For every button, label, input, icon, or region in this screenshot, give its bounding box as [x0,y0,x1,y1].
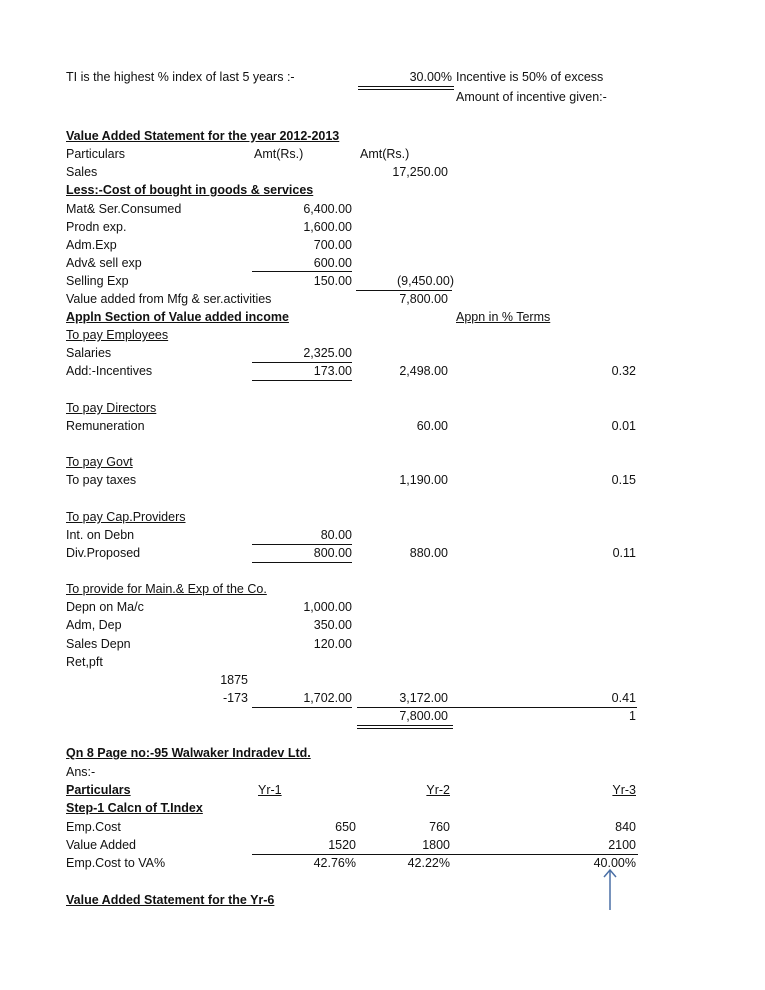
yr-3-heading: Yr-3 [612,783,636,797]
sales-label: Sales [66,165,98,179]
qn8-title: Qn 8 Page no:-95 Walwaker Indradev Ltd. [66,746,311,760]
debn-value: 80.00 [320,528,352,542]
salaries-label: Salaries [66,346,112,360]
emp-cost-yr1: 650 [335,820,356,834]
col-amt1: Amt(Rs.) [254,147,304,161]
grand-total: 7,800.00 [399,709,448,723]
grand-pct: 1 [629,709,636,723]
debn-label: Int. on Debn [66,528,135,542]
rule [252,562,352,563]
col-amt2: Amt(Rs.) [360,147,410,161]
less-heading: Less:-Cost of bought in goods & services [66,183,314,197]
cost-label: Selling Exp [66,274,129,288]
adm-dep-value: 350.00 [313,618,352,632]
ret-b: -173 [222,691,248,705]
incentives-value: 173.00 [313,364,352,378]
incentive-given: Amount of incentive given:- [456,90,607,104]
ret-pft-label: Ret,pft [66,655,103,669]
sales-value: 17,250.00 [392,165,448,179]
rule [357,707,637,708]
ans-label: Ans:- [66,765,96,779]
value-added-label: Value Added [66,838,136,852]
directors-total: 60.00 [416,419,448,433]
maint-heading: To provide for Main.& Exp of the Co. [66,582,267,596]
qn8-particulars: Particulars [66,783,131,797]
depn-label: Depn on Ma/c [66,600,144,614]
ret-value: 1,702.00 [303,691,352,705]
depn-value: 1,000.00 [303,600,352,614]
ratio-yr2: 42.22% [407,856,450,870]
value-added-yr3: 2100 [608,838,636,852]
cost-label: Prodn exp. [66,220,127,234]
grand-double-underline [357,725,453,729]
ti-value: 30.00% [409,70,452,84]
appn-terms: Appn in % Terms [456,310,551,324]
yr6-title: Value Added Statement for the Yr-6 [66,893,275,907]
yr-2-heading: Yr-2 [426,783,450,797]
cost-label: Mat& Ser.Consumed [66,202,182,216]
ratio-yr1: 42.76% [313,856,356,870]
cap-total: 880.00 [409,546,448,560]
up-arrow-icon [600,868,620,912]
ratio-yr3: 40.00% [593,856,636,870]
yr-1-heading: Yr-1 [258,783,282,797]
va-label: Value added from Mfg & ser.activities [66,292,272,306]
cost-value: 700.00 [313,238,352,252]
appln-heading: Appln Section of Value added income [66,310,289,324]
directors-pct: 0.01 [611,419,636,433]
vas-title: Value Added Statement for the year 2012-2013 [66,129,340,143]
incentive-note: Incentive is 50% of excess [456,70,604,84]
rule [252,362,352,363]
adm-dep-label: Adm, Dep [66,618,122,632]
sales-depn-value: 120.00 [313,637,352,651]
emp-cost-label: Emp.Cost [66,820,121,834]
employees-total: 2,498.00 [399,364,448,378]
incentives-label: Add:-Incentives [66,364,153,378]
div-value: 800.00 [313,546,352,560]
col-particulars: Particulars [66,147,126,161]
rule [252,380,352,381]
directors-heading: To pay Directors [66,401,157,415]
taxes-label: To pay taxes [66,473,137,487]
value-added-yr1: 1520 [328,838,356,852]
maint-total: 3,172.00 [399,691,448,705]
sales-depn-label: Sales Depn [66,637,131,651]
employees-heading: To pay Employees [66,328,169,342]
rule [252,854,638,855]
govt-heading: To pay Govt [66,455,133,469]
cost-value: 600.00 [313,256,352,270]
ti-double-underline [358,86,454,90]
maint-pct: 0.41 [611,691,636,705]
ret-a: 1875 [220,673,248,687]
rule [252,271,352,272]
remuneration-label: Remuneration [66,419,145,433]
employees-pct: 0.32 [611,364,636,378]
govt-pct: 0.15 [611,473,636,487]
cost-value: 6,400.00 [303,202,352,216]
costs-total: (9,450.00) [397,274,454,288]
cost-label: Adv& sell exp [66,256,142,270]
emp-cost-yr3: 840 [615,820,636,834]
cost-value: 1,600.00 [303,220,352,234]
cost-value: 150.00 [313,274,352,288]
govt-total: 1,190.00 [399,473,448,487]
cap-heading: To pay Cap.Providers [66,510,186,524]
rule [356,290,452,291]
ti-label: TI is the highest % index of last 5 years :- [66,70,295,84]
emp-cost-yr2: 760 [429,820,450,834]
value-added-yr2: 1800 [422,838,450,852]
cost-label: Adm.Exp [66,238,117,252]
cap-pct: 0.11 [612,546,636,560]
rule [252,544,352,545]
salaries-value: 2,325.00 [303,346,352,360]
ratio-label: Emp.Cost to VA% [66,856,166,870]
div-label: Div.Proposed [66,546,141,560]
step1-heading: Step-1 Calcn of T.Index [66,801,203,815]
va-value: 7,800.00 [399,292,448,306]
rule [252,707,352,708]
